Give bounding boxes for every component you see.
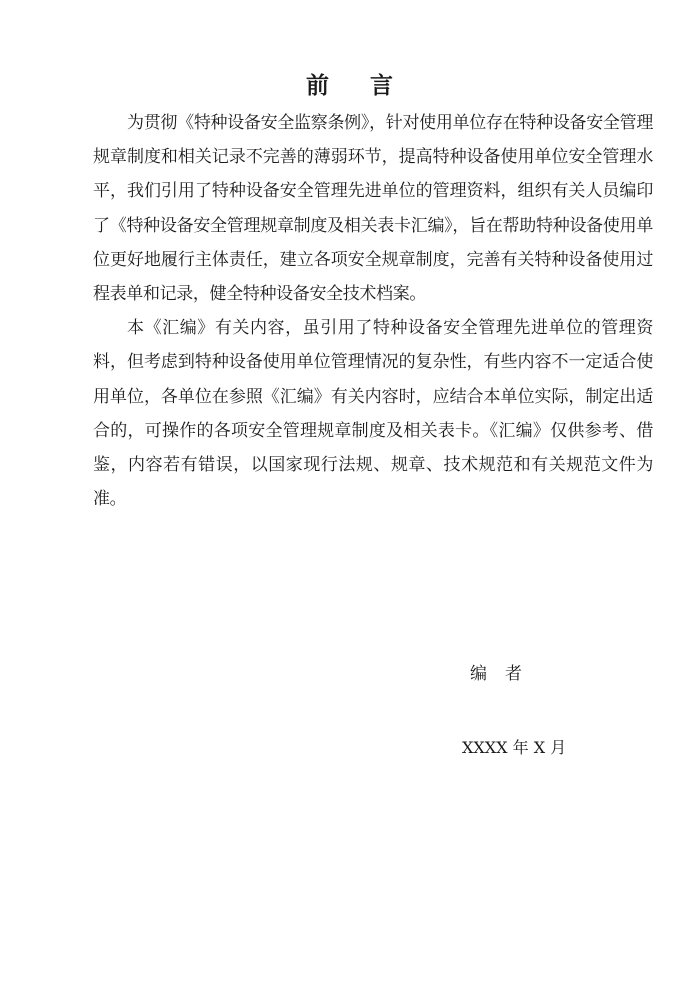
- preface-body: [93, 106, 653, 516]
- signature-char-1: 编: [470, 664, 487, 684]
- paragraph-1: 为贯彻《特种设备安全监察条例》，针对使用单位存在特种设备安全管理规章制度和相关记录不完善的薄弱环节，提高特种设备使用单位安全管理水平，我们引用了特种设备安全管理先进单位的管理资料，组织有关人员编印了《特种设备安全管理规章制度及相关表卡汇编》，旨在帮助特种设备使用单位更好地履行主体责任，建立各项安全规章制度，完善有关特种设备使用过程表单和记录，健全特种设备安全技术档案。: [93, 113, 653, 305]
- signature-char-2: 者: [505, 664, 522, 684]
- paragraph-2: 本《汇编》有关内容，虽引用了特种设备安全管理先进单位的管理资料，但考虑到特种设备使用单位管理情况的复杂性，有些内容不一定适合使用单位，各单位在参照《汇编》有关内容时，应结合本单位实际，制定出适合的，可操作的各项安全管理规章制度及相关表卡。《汇编》仅供参考、借鉴，内容若有错误，以国家现行法规、规章、技术规范和有关规范文件为准。: [93, 318, 653, 510]
- title-char-2: 言: [370, 73, 394, 99]
- signature: [470, 660, 522, 688]
- title-char-1: 前: [306, 73, 330, 99]
- page-title: [0, 70, 700, 102]
- date-line: XXXX 年 X 月: [462, 738, 567, 757]
